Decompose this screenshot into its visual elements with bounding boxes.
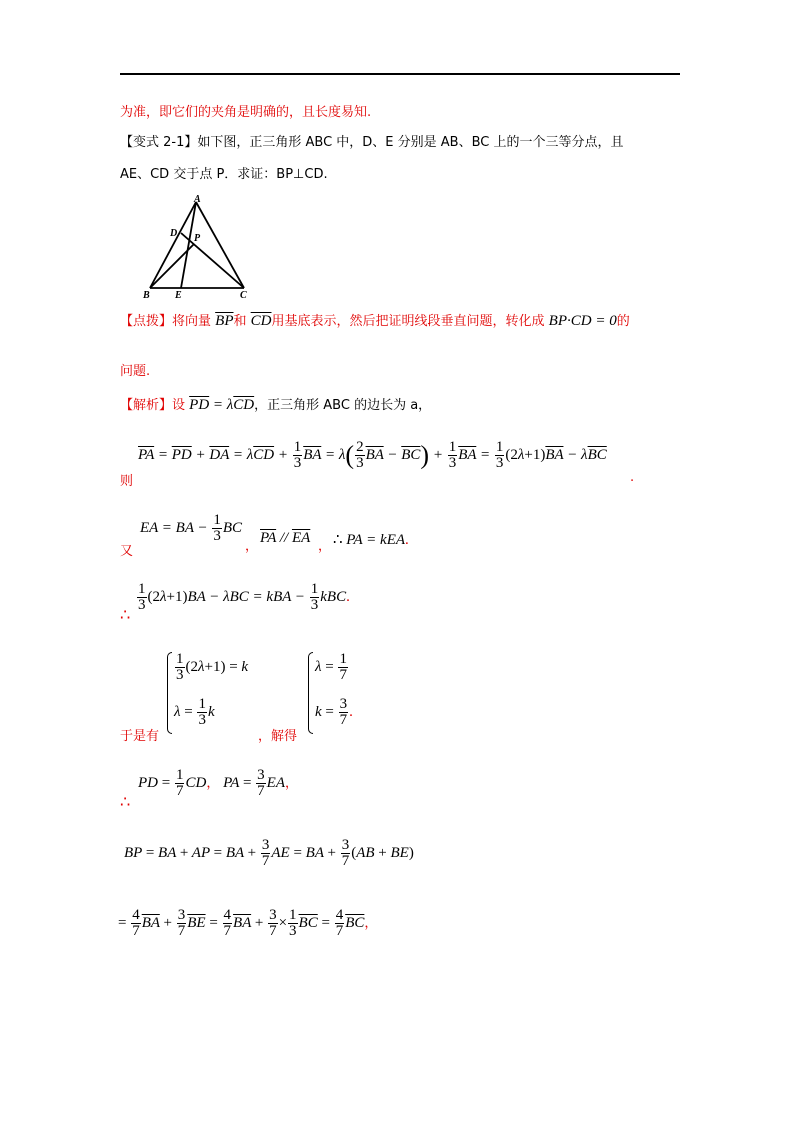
equation-PA: $\overline{PA} = \overline{PD} + \overline{DA} = \lambda\overline{CD}$ + $\frac{1}{3}$ $\overline{BA} = \lambda$( $\frac{2}{3}$ $\overline{BA} - \overline{BC}$) + $\frac{1}{3}$ $\overline{BA}$ = $\frac{1}{3}$ $(2\lambda+1)\overline{BA} - \lambda\overline{BC}$ [138, 439, 607, 471]
hint-line [120, 310, 630, 330]
header-rule [120, 73, 680, 75]
variant-line-1 [120, 131, 624, 150]
equation-PD-PA: PD = $\frac{1}{7}$ CD， PA = $\frac{3}{7}$ EA， [138, 767, 299, 799]
equation-BP-final: = $\frac{4}{7}$ $\overline{BA}$ + $\frac{3}{7}$ $\overline{BE}$ = $\frac{4}{7}$ $\overline{BA}$ + $\frac{3}{7}$ × $\frac{1}{3}$ $\overline{BC}$ = $\frac{4}{7}$ $\overline{BC}$， [118, 907, 378, 939]
hint-tag: 【点拨】 [120, 314, 173, 329]
variant-line-2: AE、CD 交于点 P．求证：BP⊥CD. [120, 167, 328, 182]
hint-text-4: 的 [616, 314, 630, 329]
label-E: E [175, 290, 182, 301]
solution-text-2: ，正三角形 ABC 的边长为 a， [254, 398, 432, 413]
equation-EA: EA = BA − $\frac{1}{3}$ BC [140, 512, 243, 544]
label-D: D [170, 228, 178, 239]
equation-BP: BP = BA + AP = BA + $\frac{3}{7}$ AE = BA + $\frac{3}{7}$ (AB + BE) [124, 837, 414, 869]
triangle-figure [138, 192, 258, 304]
solution-k: k = $\frac{3}{7}$ . [315, 696, 353, 728]
variant-title: 【变式 2-1】 [120, 135, 198, 150]
label-you: 又 [120, 544, 134, 559]
comma-1: ， [245, 539, 259, 554]
solution-line [120, 394, 431, 414]
period-1: . [630, 470, 635, 485]
hint-line-2: 问题. [120, 364, 151, 379]
hint-equation: BP·CD = 0 [548, 313, 617, 329]
label-B: B [143, 290, 150, 301]
hint-text-3: 用基底表示，然后把证明线段垂直问题，转化成 [271, 314, 545, 329]
label-yushi: 于是有 [120, 729, 160, 744]
label-C: C [240, 290, 247, 301]
solution-tag: 【解析】 [120, 398, 173, 413]
solution-lambda: λ = $\frac{1}{7}$ [315, 651, 347, 683]
hint-text-1: 将向量 [172, 314, 212, 329]
intro-line: 为准，即它们的夹角是明确的，且长度易知. [120, 105, 372, 120]
equation-PA-kEA: ∴ PA = kEA. [333, 532, 409, 548]
equation-PA-parallel-EA: $\overline{PA} // \overline{EA}$ [260, 530, 311, 546]
hint-text-2: 和 [233, 314, 247, 329]
system-eq-1: $\frac{1}{3}$ (2λ+1) = k [176, 651, 249, 683]
label-ze: 则 [120, 474, 134, 489]
vector-CD: $\overline{CD}$ [250, 313, 272, 329]
vector-BP: $\overline{BP}$ [215, 313, 234, 329]
comma-2: ， [318, 539, 332, 554]
system-brace-left [167, 652, 172, 734]
therefore-1: ∴ [120, 605, 131, 624]
therefore-2: ∴ [120, 792, 131, 811]
system-eq-2: λ = $\frac{1}{3}$ k [174, 696, 215, 728]
variant-text-1: 如下图，正三角形 ABC 中，D、E 分别是 AB、BC 上的一个三等分点，且 [197, 135, 624, 150]
label-jiede: ，解得 [258, 729, 298, 744]
system-brace-right [308, 652, 313, 734]
equation-coefficients: $\frac{1}{3}$ (2λ+1)BA − λBC = kBA − $\frac{1}{3}$ kBC. [138, 581, 350, 613]
equation-PD-lambda-CD: $\overline{PD} = \lambda\overline{CD}$ [189, 397, 255, 413]
label-A: A [194, 194, 201, 205]
label-P: P [194, 233, 201, 244]
solution-text-1: 设 [172, 398, 186, 413]
